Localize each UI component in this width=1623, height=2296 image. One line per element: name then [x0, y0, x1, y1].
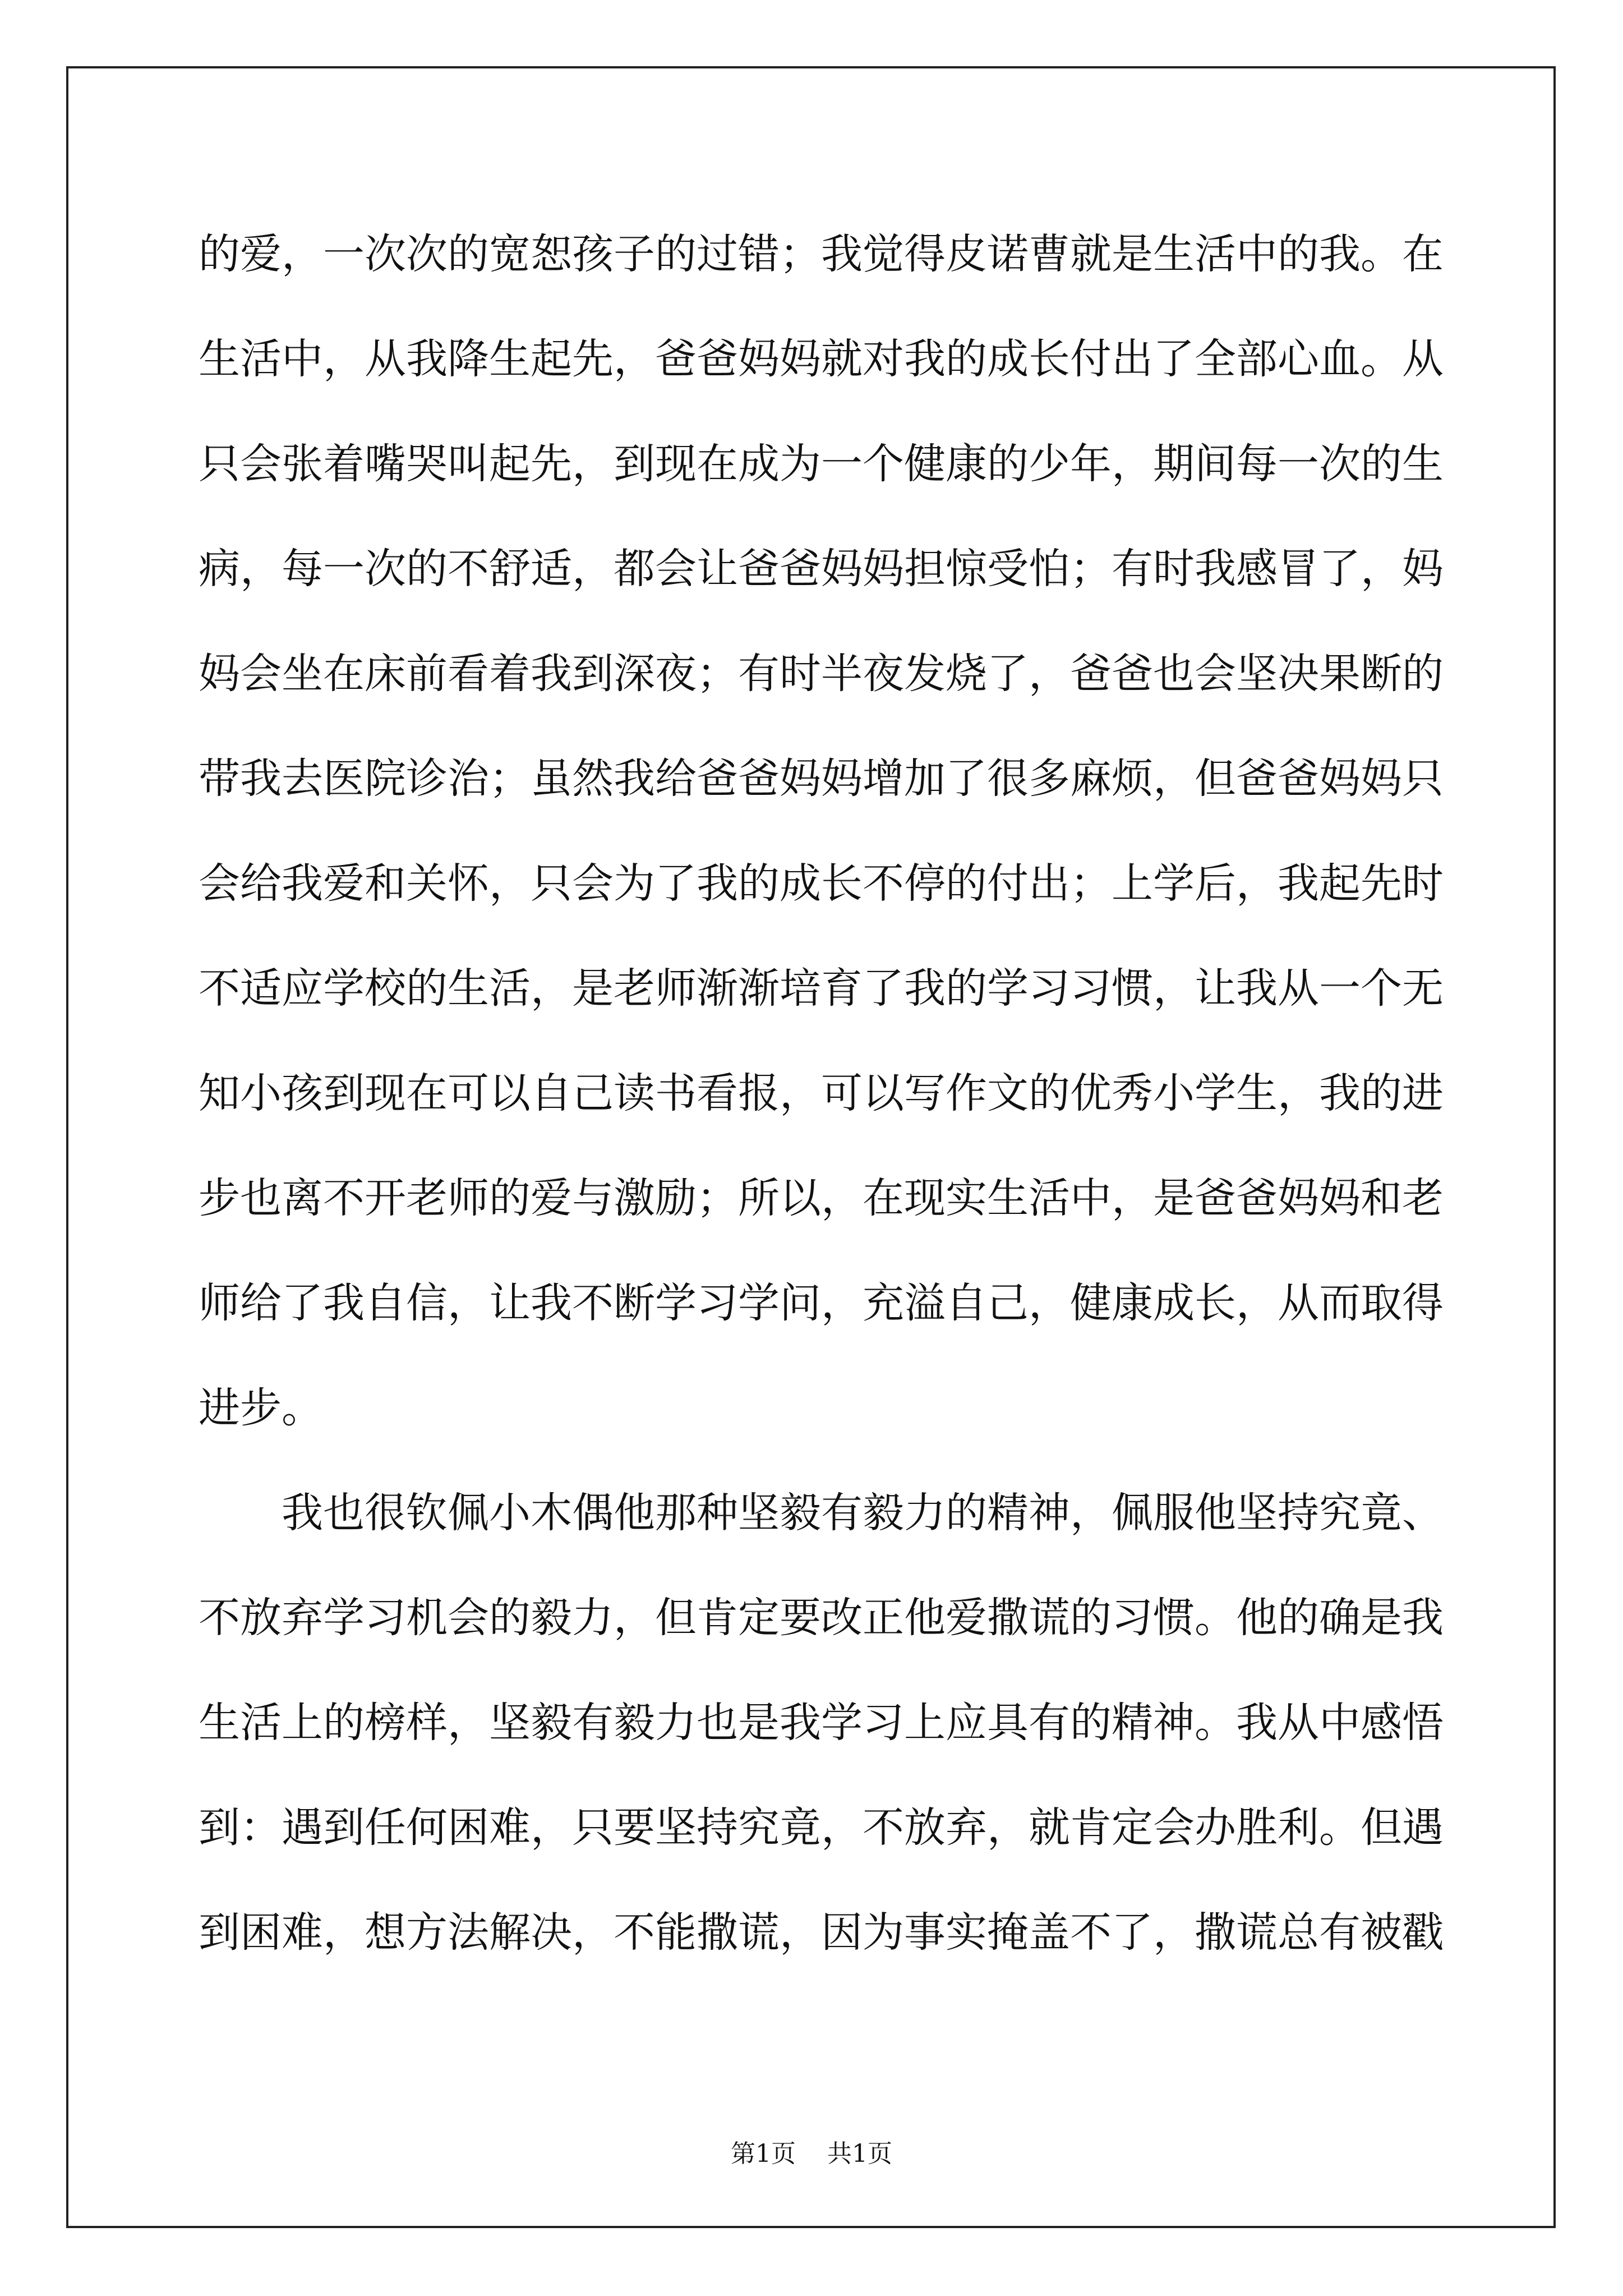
page-number: 第1页 [731, 2139, 796, 2168]
text-line: 不适应学校的生活，是老师渐渐培育了我的学习习惯，让我从一个无 [199, 964, 1444, 1013]
text-line: 的爱，一次次的宽恕孩子的过错；我觉得皮诺曹就是生活中的我。在 [199, 230, 1444, 278]
text-line: 生活中，从我降生起先，爸爸妈妈就对我的成长付出了全部心血。从 [199, 335, 1444, 383]
text-line: 知小孩到现在可以自己读书看报，可以写作文的优秀小学生，我的进 [199, 1069, 1444, 1117]
text-line: 只会张着嘴哭叫起先，到现在成为一个健康的少年，期间每一次的生 [199, 440, 1444, 488]
text-line: 妈会坐在床前看着我到深夜；有时半夜发烧了，爸爸也会坚决果断的 [199, 650, 1444, 698]
document-body [199, 202, 1444, 1985]
text-line: 带我去医院诊治；虽然我给爸爸妈妈增加了很多麻烦，但爸爸妈妈只 [199, 754, 1444, 803]
text-line: 不放弃学习机会的毅力，但肯定要改正他爱撒谎的习惯。他的确是我 [199, 1594, 1444, 1642]
text-line: 师给了我自信，让我不断学习学问，充溢自己，健康成长，从而取得 [199, 1279, 1444, 1327]
text-line: 到困难，想方法解决，不能撒谎，因为事实掩盖不了，撒谎总有被戳 [199, 1908, 1444, 1957]
text-line: 进步。 [199, 1384, 323, 1432]
text-line: 到：遇到任何困难，只要坚持究竟，不放弃，就肯定会办胜利。但遇 [199, 1803, 1444, 1852]
total-pages: 共1页 [827, 2139, 892, 2168]
page-footer [0, 2137, 1623, 2171]
text-line: 会给我爱和关怀，只会为了我的成长不停的付出；上学后，我起先时 [199, 859, 1444, 908]
text-line: 生活上的榜样，坚毅有毅力也是我学习上应具有的精神。我从中感悟 [199, 1699, 1444, 1747]
text-line: 病，每一次的不舒适，都会让爸爸妈妈担惊受怕；有时我感冒了，妈 [199, 545, 1444, 593]
text-line: 步也离不开老师的爱与激励；所以，在现实生活中，是爸爸妈妈和老 [199, 1174, 1444, 1222]
paragraph-start-line: 我也很钦佩小木偶他那种坚毅有毅力的精神，佩服他坚持究竟、 [282, 1489, 1444, 1537]
